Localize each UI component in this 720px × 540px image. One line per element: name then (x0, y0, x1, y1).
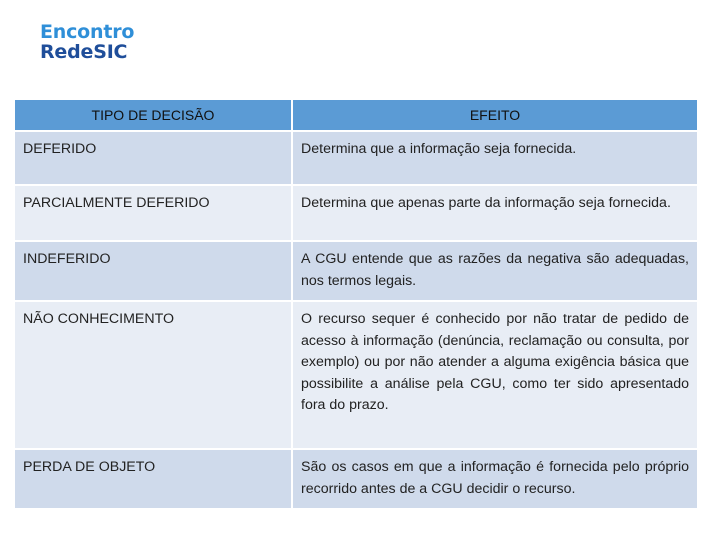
encontro-redesic-logo (40, 22, 134, 62)
decision-cell: PERDA DE OBJETO (15, 450, 293, 510)
effect-cell: O recurso sequer é conhecido por não tratar de pedido de acesso à informação (denúncia, reclamação ou consulta, por exemplo) ou por não atender a alguma exigência básica que possibilite a análise pela CGU, como ter sido apresentado fora do prazo. (293, 302, 697, 450)
logo-line-1: Encontro (40, 21, 135, 43)
effect-cell: Determina que apenas parte da informação seja fornecida. (293, 186, 697, 242)
decision-effects-table (15, 100, 697, 510)
table-row (15, 132, 697, 186)
header-decision-type: TIPO DE DECISÃO (15, 100, 293, 132)
decision-cell: DEFERIDO (15, 132, 293, 186)
table-header-row (15, 100, 697, 132)
table-row (15, 302, 697, 450)
table-row (15, 186, 697, 242)
header-effect: EFEITO (293, 100, 697, 132)
effect-cell: São os casos em que a informação é fornecida pelo próprio recorrido antes de a CGU decidir o recurso. (293, 450, 697, 510)
logo-line-2: RedeSIC (40, 41, 128, 63)
table-row (15, 450, 697, 510)
table-row (15, 242, 697, 302)
effect-cell: A CGU entende que as razões da negativa são adequadas, nos termos legais. (293, 242, 697, 302)
effect-cell: Determina que a informação seja fornecida. (293, 132, 697, 186)
decision-cell: PARCIALMENTE DEFERIDO (15, 186, 293, 242)
decision-cell: NÃO CONHECIMENTO (15, 302, 293, 450)
decision-cell: INDEFERIDO (15, 242, 293, 302)
